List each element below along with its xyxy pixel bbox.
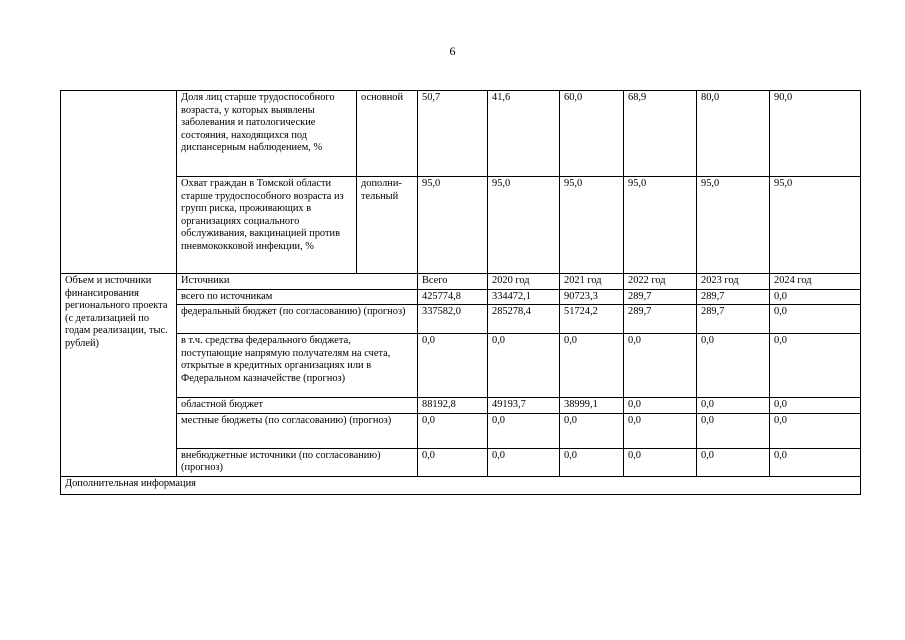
financing-value: 0,0 xyxy=(418,413,488,448)
financing-value: 0,0 xyxy=(418,334,488,398)
financing-source-label: областной бюджет xyxy=(177,398,418,414)
empty-section-cell xyxy=(61,91,177,274)
financing-row xyxy=(61,305,861,334)
indicator-name: Доля лиц старше трудоспособного возраста, у которых выявлены заболевания и патологические состояния, находящихся под диспансерным наблюдением, % xyxy=(177,91,357,177)
financing-value: 0,0 xyxy=(488,448,560,476)
year-header: 2021 год xyxy=(560,274,624,290)
indicator-value: 60,0 xyxy=(560,91,624,177)
financing-value: 49193,7 xyxy=(488,398,560,414)
financing-value: 0,0 xyxy=(624,448,697,476)
financing-value: 289,7 xyxy=(697,289,770,305)
financing-value: 289,7 xyxy=(697,305,770,334)
financing-value: 0,0 xyxy=(697,398,770,414)
indicator-row xyxy=(61,177,861,274)
indicator-value: 95,0 xyxy=(488,177,560,274)
financing-value: 0,0 xyxy=(560,334,624,398)
indicator-value: 95,0 xyxy=(418,177,488,274)
financing-value: 0,0 xyxy=(770,305,861,334)
year-header: 2023 год xyxy=(697,274,770,290)
indicator-value: 41,6 xyxy=(488,91,560,177)
financing-value: 88192,8 xyxy=(418,398,488,414)
financing-row xyxy=(61,448,861,476)
financing-source-label: в т.ч. средства федерального бюджета, поступающие напрямую получателям на счета, открытые в кредитных организациях или в Федеральном казначействе (прогноз) xyxy=(177,334,418,398)
year-header: 2024 год xyxy=(770,274,861,290)
financing-value: 0,0 xyxy=(697,413,770,448)
financing-value: 0,0 xyxy=(624,413,697,448)
total-header: Всего xyxy=(418,274,488,290)
financing-source-label: местные бюджеты (по согласованию) (прогноз) xyxy=(177,413,418,448)
passport-table xyxy=(60,90,861,495)
financing-value: 0,0 xyxy=(770,413,861,448)
financing-value: 337582,0 xyxy=(418,305,488,334)
financing-value: 0,0 xyxy=(488,334,560,398)
financing-value: 90723,3 xyxy=(560,289,624,305)
financing-value: 0,0 xyxy=(560,413,624,448)
indicator-value: 95,0 xyxy=(697,177,770,274)
financing-value: 0,0 xyxy=(770,289,861,305)
year-header: 2020 год xyxy=(488,274,560,290)
indicator-type: дополни-тельный xyxy=(357,177,418,274)
financing-value: 0,0 xyxy=(488,413,560,448)
financing-row xyxy=(61,398,861,414)
sources-header: Источники xyxy=(177,274,418,290)
financing-header-row xyxy=(61,274,861,290)
financing-source-label: внебюджетные источники (по согласованию) (прогноз) xyxy=(177,448,418,476)
financing-value: 0,0 xyxy=(418,448,488,476)
indicator-value: 90,0 xyxy=(770,91,861,177)
financing-value: 0,0 xyxy=(697,448,770,476)
page-number: 6 xyxy=(449,44,456,58)
indicator-value: 95,0 xyxy=(770,177,861,274)
financing-source-label: федеральный бюджет (по согласованию) (прогноз) xyxy=(177,305,418,334)
financing-value: 285278,4 xyxy=(488,305,560,334)
year-header: 2022 год xyxy=(624,274,697,290)
indicator-value: 80,0 xyxy=(697,91,770,177)
indicator-value: 95,0 xyxy=(560,177,624,274)
financing-source-label: всего по источникам xyxy=(177,289,418,305)
indicator-row xyxy=(61,91,861,177)
financing-value: 38999,1 xyxy=(560,398,624,414)
indicator-value: 68,9 xyxy=(624,91,697,177)
financing-section-label: Объем и источники финансирования регионального проекта (с детализацией по годам реализации, тыс. рублей) xyxy=(61,274,177,477)
financing-row xyxy=(61,413,861,448)
financing-value: 0,0 xyxy=(697,334,770,398)
financing-value: 0,0 xyxy=(624,398,697,414)
indicator-value: 95,0 xyxy=(624,177,697,274)
additional-info-row xyxy=(61,476,861,494)
financing-value: 289,7 xyxy=(624,305,697,334)
financing-value: 0,0 xyxy=(770,398,861,414)
financing-value: 425774,8 xyxy=(418,289,488,305)
financing-value: 0,0 xyxy=(560,448,624,476)
additional-info-label: Дополнительная информация xyxy=(61,476,861,494)
financing-row xyxy=(61,289,861,305)
financing-value: 334472,1 xyxy=(488,289,560,305)
financing-row xyxy=(61,334,861,398)
indicator-type: основной xyxy=(357,91,418,177)
financing-value: 0,0 xyxy=(770,334,861,398)
indicator-name: Охват граждан в Томской области старше трудоспособного возраста из групп риска, проживающих в организациях социального обслуживания, вакцинацией против пневмококковой инфекции, % xyxy=(177,177,357,274)
financing-value: 51724,2 xyxy=(560,305,624,334)
indicator-value: 50,7 xyxy=(418,91,488,177)
financing-value: 0,0 xyxy=(770,448,861,476)
financing-value: 289,7 xyxy=(624,289,697,305)
financing-value: 0,0 xyxy=(624,334,697,398)
